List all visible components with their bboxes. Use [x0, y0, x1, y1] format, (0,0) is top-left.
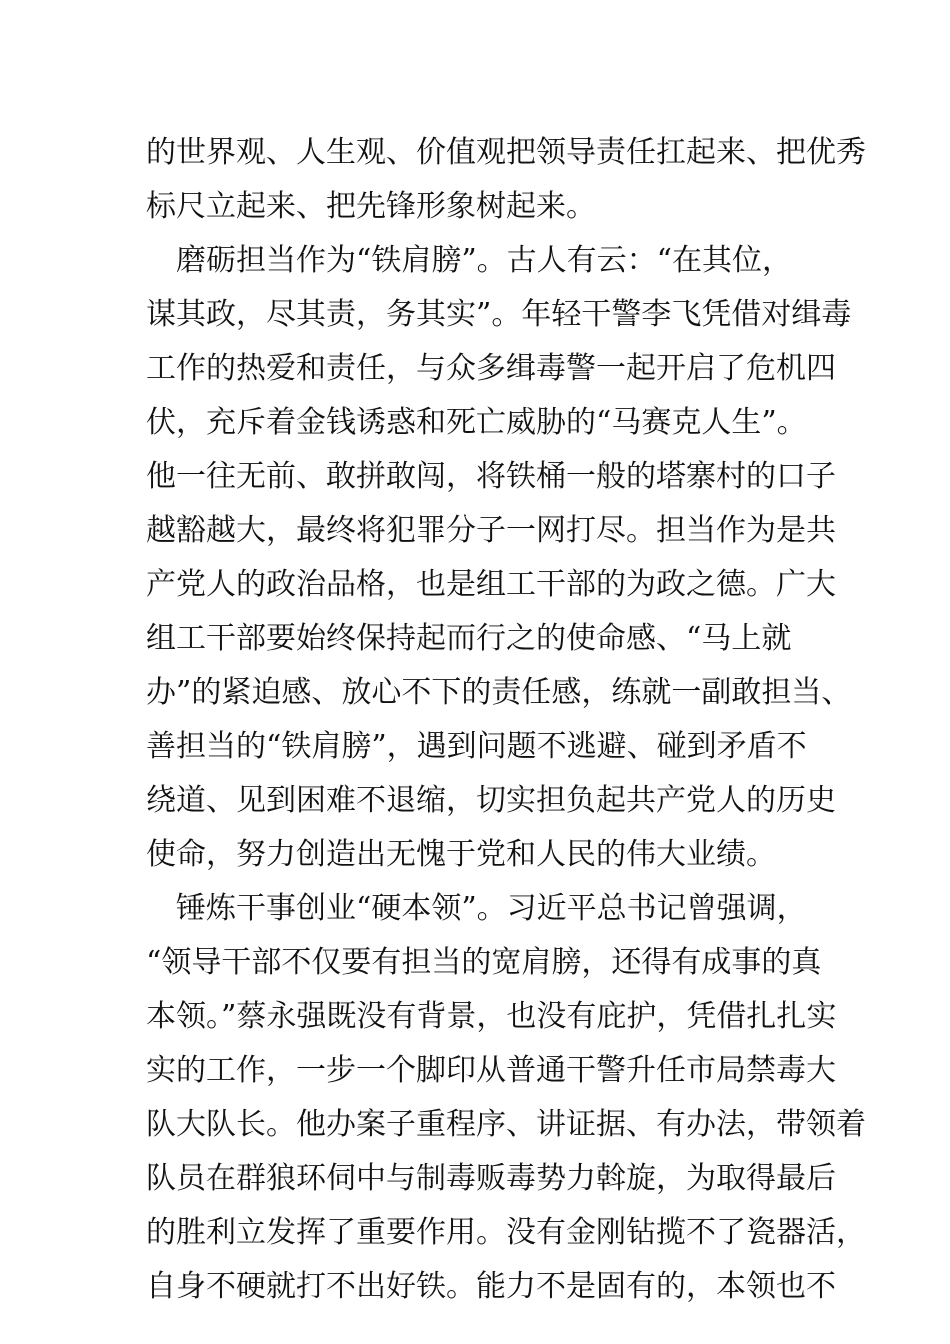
text-line: 自身不硬就打不出好铁。能力不是固有的，本领也不	[146, 1269, 836, 1304]
text-line: 使命，努力创造出无愧于党和人民的伟大业绩。	[146, 837, 776, 872]
text-line: 队大队长。他办案子重程序、讲证据、有办法，带领着	[146, 1107, 866, 1142]
paragraph-first-line: 锤炼干事创业“硬本领”。习近平总书记曾强调，	[146, 891, 807, 926]
text-line: 组工干部要始终保持起而行之的使命感、“马上就	[146, 621, 792, 656]
text-line: 的世界观、人生观、价值观把领导责任扛起来、把优秀	[146, 135, 866, 170]
text-line: 实的工作，一步一个脚印从普通干警升任市局禁毒大	[146, 1053, 836, 1088]
text-line: 越豁越大，最终将犯罪分子一网打尽。担当作为是共	[146, 513, 836, 548]
text-line: 产党人的政治品格，也是组工干部的为政之德。广大	[146, 567, 836, 602]
text-line: 本领。”蔡永强既没有背景，也没有庇护，凭借扎扎实	[146, 999, 837, 1034]
text-line: 伏，充斥着金钱诱惑和死亡威胁的“马赛克人生”。	[146, 405, 807, 440]
text-line: 的胜利立发挥了重要作用。没有金刚钻揽不了瓷器活，	[146, 1215, 866, 1250]
paragraph-first-line: 磨砺担当作为“铁肩膀”。古人有云：“在其位，	[146, 243, 793, 278]
text-line: “领导干部不仅要有担当的宽肩膀，还得有成事的真	[146, 945, 822, 980]
text-line: 他一往无前、敢拼敢闯，将铁桶一般的塔寨村的口子	[146, 459, 836, 494]
text-line: 办”的紧迫感、放心不下的责任感，练就一副敢担当、	[146, 675, 852, 710]
body-text	[146, 126, 866, 1314]
text-line: 工作的热爱和责任，与众多缉毒警一起开启了危机四	[146, 351, 836, 386]
text-line: 队员在群狼环伺中与制毒贩毒势力斡旋，为取得最后	[146, 1161, 836, 1196]
text-line: 绕道、见到困难不退缩，切实担负起共产党人的历史	[146, 783, 836, 818]
text-line: 谋其政，尽其责，务其实”。年轻干警李飞凭借对缉毒	[146, 297, 852, 332]
text-line: 标尺立起来、把先锋形象树起来。	[146, 189, 596, 224]
text-line: 善担当的“铁肩膀”，遇到问题不逃避、碰到矛盾不	[146, 729, 807, 764]
